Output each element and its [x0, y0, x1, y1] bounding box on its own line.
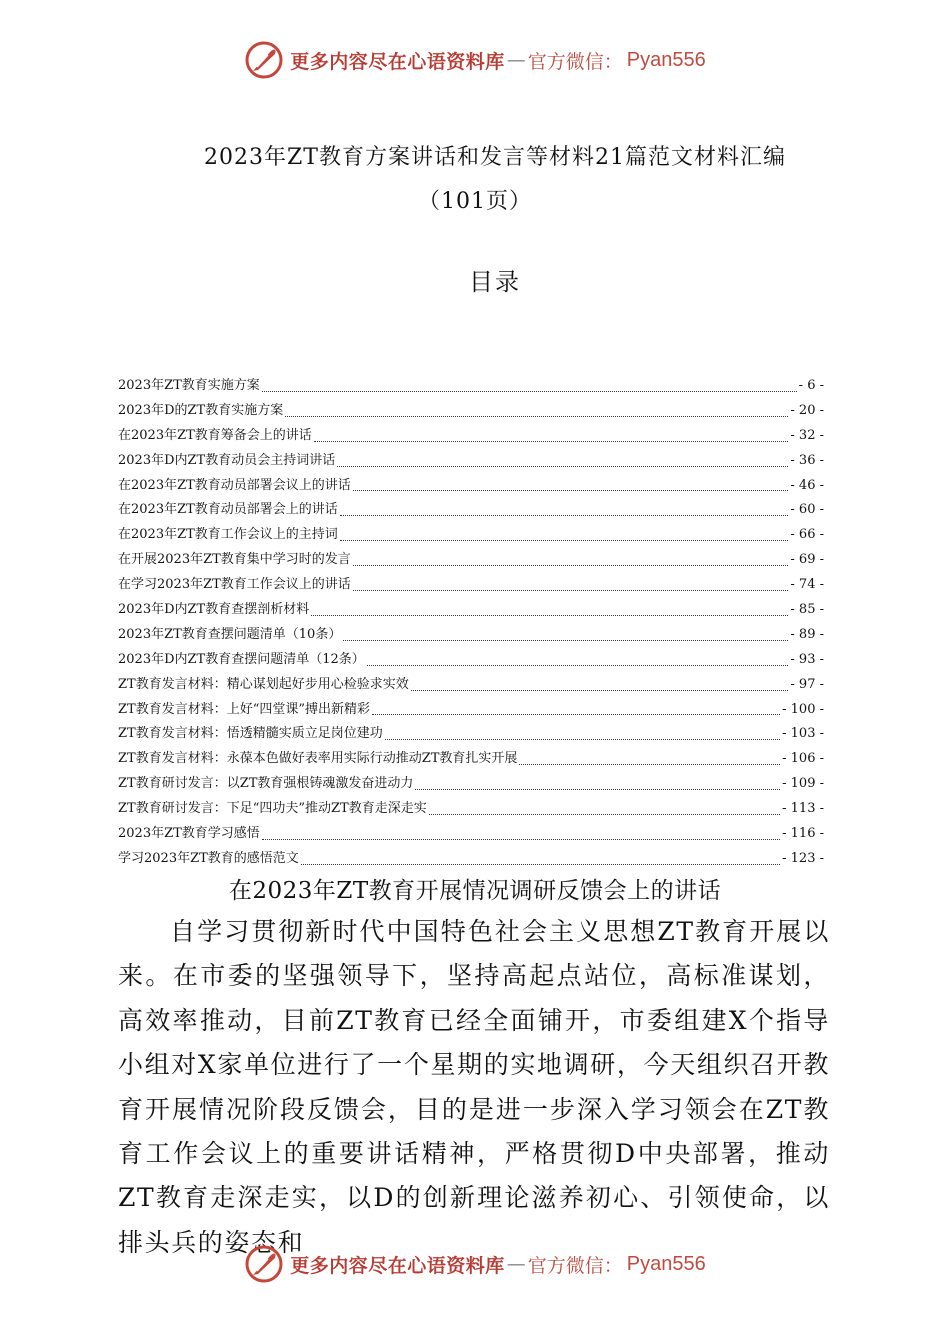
toc-entry-page: - 113 - [782, 801, 824, 817]
toc-leader-dots [311, 614, 788, 616]
toc-entry-title: 在2023年ZT教育动员部署会议上的讲话 [118, 477, 351, 493]
toc-entry[interactable] [118, 722, 824, 747]
toc-entry[interactable] [118, 797, 824, 822]
toc-leader-dots [372, 713, 780, 715]
toc-entry[interactable] [118, 498, 824, 523]
toc-leader-dots [415, 788, 780, 790]
toc-leader-dots [353, 589, 789, 591]
watermark-brand: 更多内容尽在心语资料库 [290, 1254, 505, 1277]
toc-leader-dots [301, 863, 780, 865]
toc-entry[interactable] [118, 374, 824, 399]
toc-entry-title: 在学习2023年ZT教育工作会议上的讲话 [118, 577, 351, 593]
toc-entry-title: 2023年ZT教育实施方案 [118, 378, 260, 393]
toc-entry-page: - 69 - [790, 552, 824, 568]
toc-leader-dots [411, 689, 789, 691]
watermark-separator: — [506, 49, 526, 71]
toc-entry-page: - 123 - [782, 850, 824, 866]
toc-entry[interactable] [118, 474, 824, 499]
toc-leader-dots [285, 415, 788, 417]
toc-entry-title: ZT教育发言材料：永葆本色做好表率用实际行动推动ZT教育扎实开展 [118, 751, 518, 767]
toc-entry[interactable] [118, 424, 824, 449]
toc-entry[interactable] [118, 822, 824, 847]
toc-entry-page: - 66 - [790, 527, 824, 543]
toc-leader-dots [367, 664, 789, 666]
toc-entry[interactable] [118, 548, 824, 573]
watermark-label: 官方微信： [527, 1254, 623, 1277]
toc-entry-title: 在2023年ZT教育动员部署会上的讲话 [118, 502, 338, 518]
toc-leader-dots [343, 639, 788, 641]
quill-logo-icon [244, 40, 284, 80]
speech-title: 在2023年ZT教育开展情况调研反馈会上的讲话 [228, 878, 722, 904]
toc-entry[interactable] [118, 772, 824, 797]
toc-entry[interactable] [118, 673, 824, 698]
toc-entry-page: - 100 - [782, 701, 824, 717]
toc-entry-page: - 85 - [790, 602, 824, 618]
toc-leader-dots [429, 813, 780, 815]
watermark-header [0, 38, 950, 82]
watermark-handle: Pyan556 [626, 1252, 706, 1275]
watermark-separator: — [506, 1253, 526, 1275]
toc-leader-dots [385, 738, 780, 740]
toc-entry-title: ZT教育研讨发言：下足“四功夫”推动ZT教育走深走实 [118, 801, 427, 817]
watermark-brand: 更多内容尽在心语资料库 [290, 50, 505, 73]
toc-entry[interactable] [118, 847, 824, 872]
toc-entry-page: - 103 - [782, 726, 824, 742]
toc-leader-dots [353, 564, 789, 566]
toc-heading: 目录 [469, 268, 521, 296]
toc-entry-page: - 106 - [782, 751, 824, 767]
toc-entry-page: - 97 - [790, 676, 824, 692]
toc-entry[interactable] [118, 623, 824, 648]
toc-entry-title: 在2023年ZT教育工作会议上的主持词 [118, 527, 338, 543]
toc-leader-dots [340, 514, 789, 516]
toc-entry-title: 在开展2023年ZT教育集中学习时的发言 [118, 552, 351, 568]
toc-leader-dots [340, 539, 789, 541]
toc-entry-page: - 93 - [790, 651, 824, 667]
watermark-handle: Pyan556 [626, 48, 706, 71]
table-of-contents [118, 374, 824, 872]
toc-entry-title: 2023年D内ZT教育动员会主持词讲话 [118, 452, 336, 468]
toc-leader-dots [314, 440, 789, 442]
toc-entry-page: - 116 - [782, 826, 824, 842]
toc-entry-page: - 36 - [790, 452, 824, 468]
toc-entry-page: - 60 - [790, 502, 824, 518]
toc-entry[interactable] [118, 698, 824, 723]
toc-entry-page: - 6 - [798, 378, 824, 393]
toc-entry[interactable] [118, 573, 824, 598]
toc-entry-title: 2023年D内ZT教育查摆剖析材料 [118, 602, 310, 618]
toc-entry-title: 2023年D内ZT教育查摆问题清单（12条） [118, 651, 365, 667]
toc-leader-dots [337, 465, 788, 467]
toc-entry-title: 2023年ZT教育查摆问题清单（10条） [118, 626, 342, 642]
speech-body: 自学习贯彻新时代中国特色社会主义思想ZT教育开展以来。在市委的坚强领导下，坚持高起点站位，高标准谋划，高效率推动，目前ZT教育已经全面铺开，市委组建X个指导小组对X家单位进行了一个星期的实地调研，今天组织召开教育开展情况阶段反馈会，目的是进一步深入学习领会在ZT教育工作会议上的重要讲话精神，严格贯彻D中央部署，推动ZT教育走深走实，以D的创新理论滋养初心、引领使命，以排头兵的姿态和 [118, 917, 830, 1257]
document-page-count: （101页） [418, 189, 532, 214]
toc-entry[interactable] [118, 648, 824, 673]
toc-entry-page: - 74 - [790, 577, 824, 593]
toc-entry[interactable] [118, 523, 824, 548]
toc-leader-dots [353, 489, 789, 491]
toc-entry-page: - 109 - [782, 776, 824, 792]
toc-entry-title: 2023年D的ZT教育实施方案 [118, 402, 284, 418]
toc-entry-page: - 20 - [790, 402, 824, 418]
toc-leader-dots [262, 390, 797, 392]
watermark-label: 官方微信： [527, 50, 623, 73]
toc-entry[interactable] [118, 598, 824, 623]
toc-entry-title: 2023年ZT教育学习感悟 [118, 826, 260, 842]
toc-entry-title: ZT教育发言材料：悟透精髓实质立足岗位建功 [118, 726, 383, 742]
toc-entry-page: - 32 - [790, 427, 824, 443]
toc-entry[interactable] [118, 449, 824, 474]
toc-entry-title: ZT教育发言材料：精心谋划起好步用心检验求实效 [118, 676, 409, 692]
document-title: 2023年ZT教育方案讲话和发言等材料21篇范文材料汇编 [204, 145, 786, 170]
quill-logo-icon [244, 1244, 284, 1284]
toc-entry-title: ZT教育研讨发言：以ZT教育强根铸魂激发奋进动力 [118, 776, 414, 792]
toc-entry-title: ZT教育发言材料：上好“四堂课”搏出新精彩 [118, 701, 370, 717]
toc-entry-page: - 89 - [790, 626, 824, 642]
toc-entry-page: - 46 - [790, 477, 824, 493]
toc-leader-dots [262, 838, 780, 840]
toc-entry[interactable] [118, 747, 824, 772]
watermark-footer [0, 1242, 950, 1286]
toc-entry-title: 学习2023年ZT教育的感悟范文 [118, 850, 299, 866]
toc-entry[interactable] [118, 399, 824, 424]
toc-entry-title: 在2023年ZT教育筹备会上的讲话 [118, 427, 312, 443]
toc-leader-dots [519, 763, 780, 765]
